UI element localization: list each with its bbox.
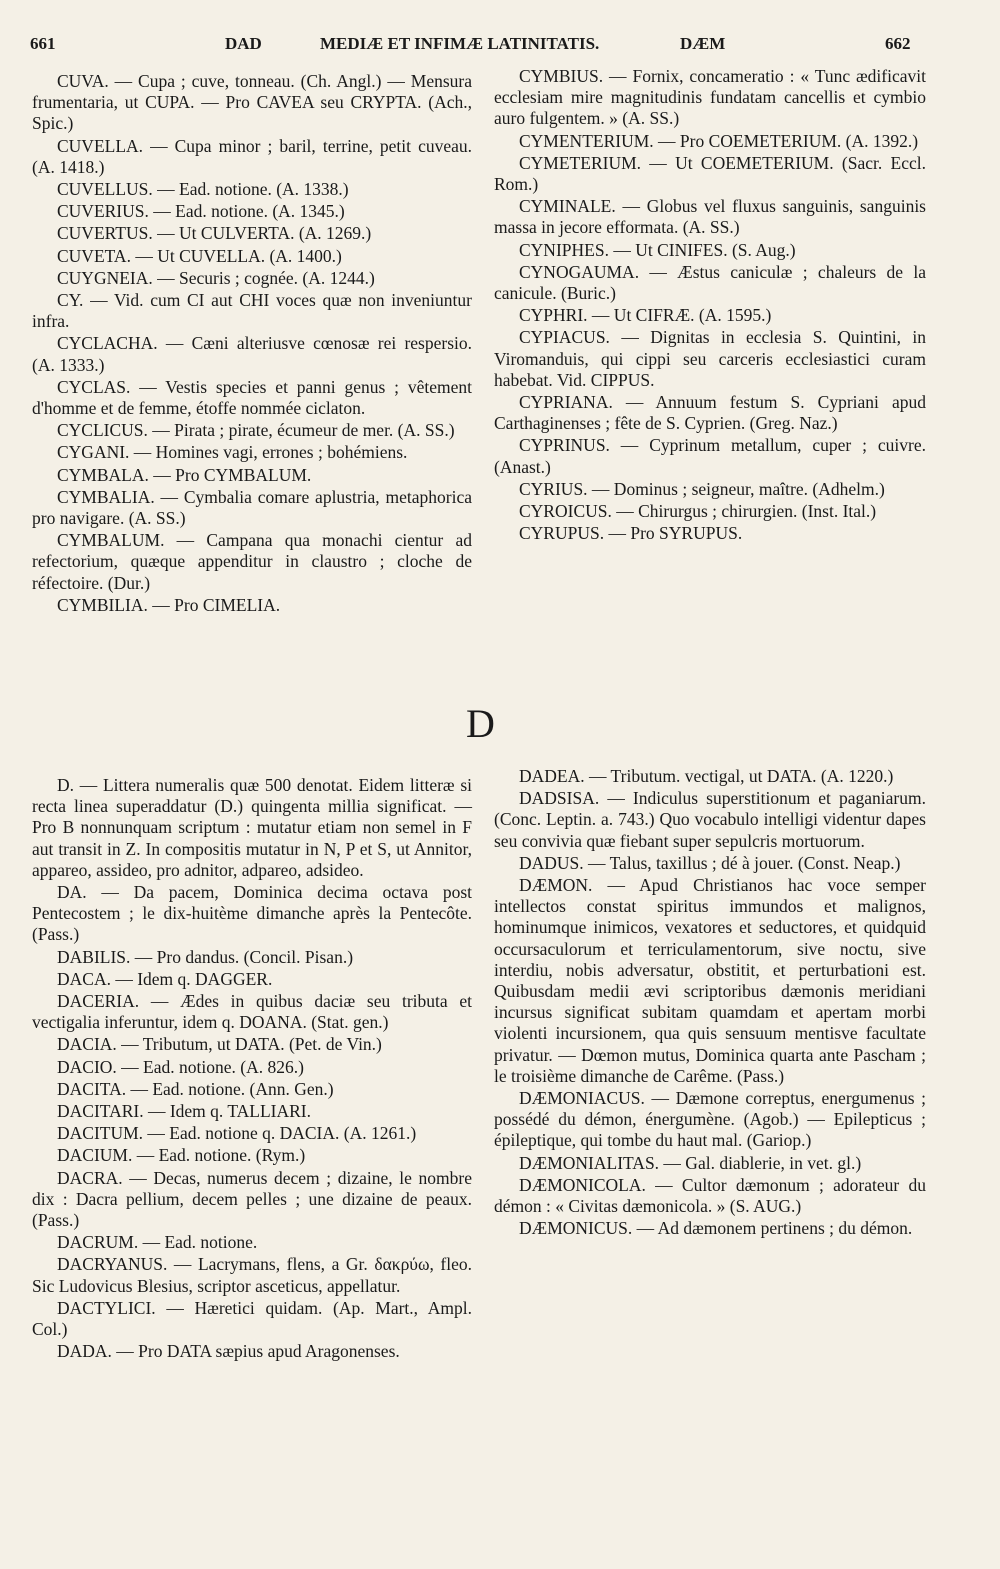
page-number-right: 662	[885, 34, 911, 53]
running-title: MEDIÆ ET INFIMÆ LATINITATIS.	[320, 34, 600, 53]
entry-dactylici: DACTYLICI. — Hæretici quidam. (Ap. Mart., Ampl. Col.)	[32, 1297, 472, 1340]
entry-dacra: DACRA. — Decas, numerus decem ; dizaine, le nombre dix : Dacra pellium, decem pelles ; une dizaine de peaux. (Pass.)	[32, 1167, 472, 1231]
entry-d: D. — Littera numeralis quæ 500 denotat. Eidem litteræ si recta linea superaddatur (D.) quingenta millia significat. — Pro B nonnunquam scriptum : mutatur etiam non semel in F aut transit in Z. In compositis mutatur in N, P et S, ut Annitor, appareo, assideo, pro adnitor, adpareo, adsideo.	[32, 775, 472, 880]
entry-dacitari: DACITARI. — Idem q. TALLIARI.	[57, 1101, 311, 1122]
entry-cuverius: CUVERIUS. — Ead. notione. (A. 1345.)	[57, 201, 345, 222]
entry-dadsisa: DADSISA. — Indiculus superstitionum et paganiarum. (Conc. Leptin. a. 743.) Quo vocabulo intelligi videntur dapes seu convivia quæ fiebant super sepulcris mortuorum.	[494, 788, 926, 851]
entry-cyclas: CYCLAS. — Vestis species et panni genus ; vêtement d'homme et de femme, étoffe nommée ciclaton.	[32, 376, 472, 419]
entry-daemon: DÆMON. — Apud Christianos hac voce semper intellectos constat spiritus immundos et malignos, hominumque inimicos, vexatores et seductores, et quidquid occursaculorum et terriculamentorum, sive noctu, sive interdiu, nobis adversatur, obstitit, et perturbationi est. Quibusdam medii ævi scriptoribus dæmonis meridiani incursus significat subitam quamdam et apertam morbi violenti incursionem, qua quis sensuum mentisve facultate privatur. — Dœmon mutus, Dominica quarta ante Pascham ; le troisième dimanche de Carême. (Pass.)	[494, 875, 926, 1086]
guide-word-right: DÆM	[680, 34, 726, 53]
entry-daemonicola: DÆMONICOLA. — Cultor dæmonum ; adorateur du démon : « Civitas dæmonicola. » (S. AUG.)	[494, 1174, 926, 1217]
entry-dabilis: DABILIS. — Pro dandus. (Concil. Pisan.)	[57, 946, 354, 967]
entry-cymeterium: CYMETERIUM. — Ut COEMETERIUM. (Sacr. Eccl. Rom.)	[494, 152, 926, 195]
entry-daemonicus: DÆMONICUS. — Ad dæmonem pertinens ; du démon.	[519, 1218, 913, 1239]
entry-daca: DACA. — Idem q. DAGGER.	[57, 968, 273, 989]
running-header	[30, 34, 920, 62]
entry-dada: DADA. — Pro DATA sæpius apud Aragonenses.	[57, 1341, 400, 1362]
entry-daemoniacus: DÆMONIACUS. — Dæmone correptus, energumenus ; possédé du démon, énergumène. (Agob.) — Epilepticus ; épileptique, qui tombe du haut mal. (Gariop.)	[494, 1088, 926, 1151]
entry-daceria: DACERIA. — Ædes in quibus daciæ seu tributa et vectigalia inferuntur, idem q. DOANA. (Stat. gen.)	[32, 991, 472, 1033]
entry-cyniphes: CYNIPHES. — Ut CINIFES. (S. Aug.)	[519, 239, 796, 260]
entry-cyrupus: CYRUPUS. — Pro SYRUPUS.	[519, 523, 743, 544]
section-letter: D	[466, 701, 495, 746]
column-top-left	[32, 71, 472, 617]
entry-cyclicus: CYCLICUS. — Pirata ; pirate, écumeur de mer. (A. SS.)	[57, 420, 455, 441]
entry-cyphri: CYPHRI. — Ut CIFRÆ. (A. 1595.)	[519, 305, 772, 326]
entry-dacia: DACIA. — Tributum, ut DATA. (Pet. de Vin.)	[57, 1034, 382, 1055]
entry-cuvertus: CUVERTUS. — Ut CULVERTA. (A. 1269.)	[57, 223, 372, 244]
entry-cyprinus: CYPRINUS. — Cyprinum metallum, cuper ; cuivre. (Anast.)	[494, 435, 926, 477]
entry-cyclacha: CYCLACHA. — Cæni alteriusve cœnosæ rei respersio. (A. 1333.)	[32, 333, 472, 375]
column-top-right	[494, 66, 926, 545]
entry-cymbalum: CYMBALUM. — Campana qua monachi cientur ad refectorium, quæque appenditur in claustro ; cloche de réfectoire. (Dur.)	[32, 530, 472, 593]
column-bottom-right	[494, 766, 926, 1240]
entry-dacio: DACIO. — Ead. notione. (A. 826.)	[57, 1056, 304, 1077]
page-number-left: 661	[30, 34, 56, 53]
entry-da: DA. — Da pacem, Dominica decima octava post Pentecostem ; le dix-huitème dimanche après la Pentecôte. (Pass.)	[32, 882, 472, 945]
entry-dadea: DADEA. — Tributum. vectigal, ut DATA. (A. 1220.)	[519, 766, 894, 786]
entry-cyminale: CYMINALE. — Globus vel fluxus sanguinis, sanguinis massa in jecore efformata. (A. SS.)	[494, 196, 926, 238]
entry-cymbalia: CYMBALIA. — Cymbalia comare aplustria, metaphorica pro navigare. (A. SS.)	[32, 486, 472, 529]
entry-cymbius: CYMBIUS. — Fornix, concameratio : « Tunc ædificavit ecclesiam mire magnitudinis fundatam cancellis et cymbio auro fulgentem. » (A. SS.)	[494, 66, 926, 129]
entry-cypiacus: CYPIACUS. — Dignitas in ecclesia S. Quintini, in Viromanduis, qui cippi seu carceris ecclesiastici curam habebat. Vid. CIPPUS.	[494, 327, 926, 390]
entry-dacrum: DACRUM. — Ead. notione.	[57, 1232, 258, 1253]
entry-dacitum: DACITUM. — Ead. notione q. DACIA. (A. 1261.)	[57, 1123, 417, 1144]
entry-cuygneia: CUYGNEIA. — Securis ; cognée. (A. 1244.)	[57, 267, 375, 288]
entry-cuva: CUVA. — Cupa ; cuve, tonneau. (Ch. Angl.) — Mensura frumentaria, ut CUPA. — Pro CAVEA seu CRYPTA. (Ach., Spic.)	[32, 71, 472, 134]
column-bottom-left	[32, 775, 472, 1363]
guide-word-left: DAD	[225, 34, 262, 53]
entry-cymbala: CYMBALA. — Pro CYMBALUM.	[57, 464, 312, 485]
entry-cyrius: CYRIUS. — Dominus ; seigneur, maître. (Adhelm.)	[519, 478, 885, 499]
entry-cynogauma: CYNOGAUMA. — Æstus caniculæ ; chaleurs de la canicule. (Buric.)	[494, 261, 926, 304]
entry-daemonialitas: DÆMONIALITAS. — Gal. diablerie, in vet. gl.)	[519, 1152, 862, 1173]
entry-dacryanus: DACRYANUS. — Lacrymans, flens, a Gr. δακρύω, fleo. Sic Ludovicus Blesius, scriptor asceticus, appellatur.	[32, 1254, 472, 1296]
entry-cygani: CYGANI. — Homines vagi, errones ; bohémiens.	[57, 442, 408, 463]
entry-cymbilia: CYMBILIA. — Pro CIMELIA.	[57, 594, 281, 615]
entry-dadus: DADUS. — Talus, taxillus ; dé à jouer. (Const. Neap.)	[519, 852, 901, 873]
entry-cuvellus: CUVELLUS. — Ead. notione. (A. 1338.)	[57, 179, 349, 200]
entry-cuvella: CUVELLA. — Cupa minor ; baril, terrine, petit cuveau. (A. 1418.)	[32, 135, 472, 177]
entry-dacita: DACITA. — Ead. notione. (Ann. Gen.)	[57, 1078, 334, 1099]
entry-cypriana: CYPRIANA. — Annuum festum S. Cypriani apud Carthaginenses ; fête de S. Cyprien. (Greg. Naz.)	[494, 392, 926, 434]
entry-dacium: DACIUM. — Ead. notione. (Rym.)	[57, 1145, 306, 1166]
entry-cymenterium: CYMENTERIUM. — Pro COEMETERIUM. (A. 1392.)	[519, 130, 919, 151]
entry-cy: CY. — Vid. cum CI aut CHI voces quæ non inveniuntur infra.	[32, 290, 472, 332]
entry-cuveta: CUVETA. — Ut CUVELLA. (A. 1400.)	[57, 245, 342, 266]
entry-cyroicus: CYROICUS. — Chirurgus ; chirurgien. (Inst. Ital.)	[519, 501, 877, 522]
